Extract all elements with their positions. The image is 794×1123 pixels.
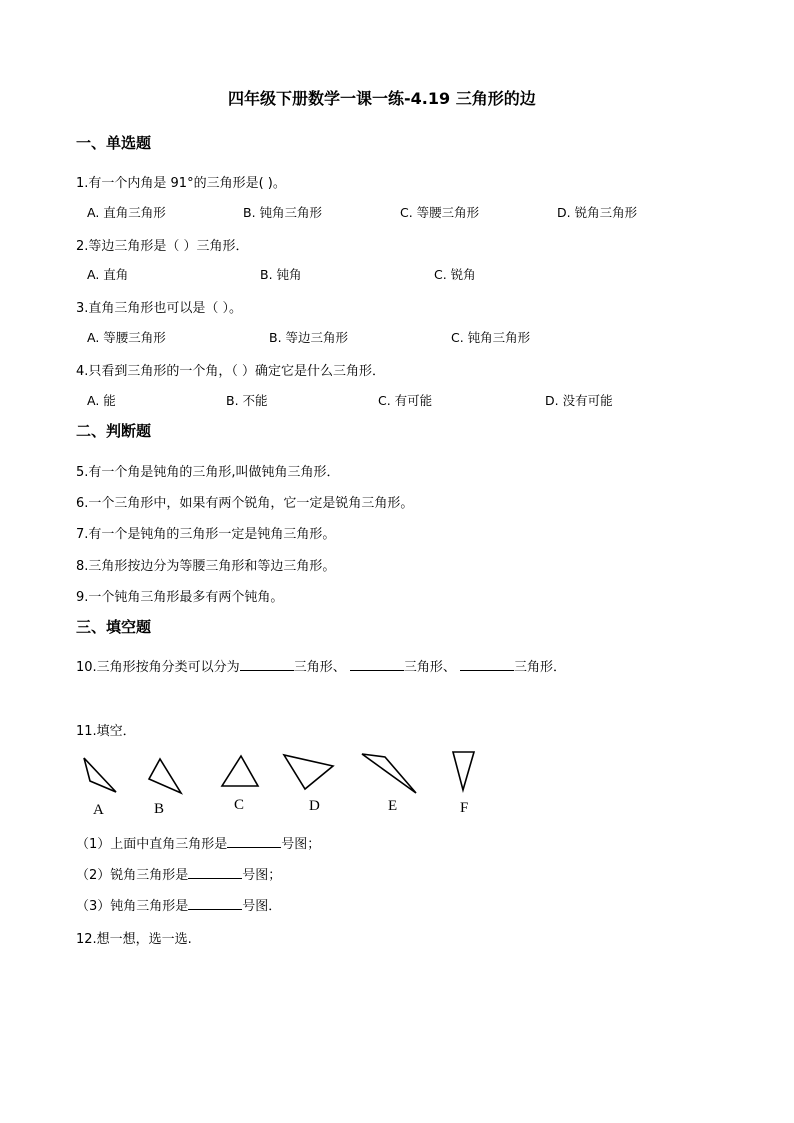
section-heading-single-choice: 一、单选题	[76, 134, 152, 152]
question-7: 7.有一个是钝角的三角形一定是钝角三角形。	[76, 527, 336, 542]
question-11-sub-2	[76, 864, 281, 883]
figure-label-c: C	[234, 797, 245, 813]
figure-label-b: B	[154, 801, 165, 817]
figure-label-e: E	[388, 798, 398, 814]
q1-option-d: D. 锐角三角形	[557, 205, 638, 220]
triangle-d-figure	[284, 755, 333, 789]
q4-option-b: B. 不能	[226, 393, 268, 408]
q3-option-b: B. 等边三角形	[269, 330, 349, 345]
answer-blank[interactable]	[188, 896, 242, 910]
q1-option-c: C. 等腰三角形	[400, 205, 480, 220]
q4-option-a: A. 能	[87, 393, 116, 408]
q3-option-c: C. 钝角三角形	[451, 330, 531, 345]
figure-label-a: A	[93, 802, 104, 818]
question-10-part: 三角形．	[514, 660, 567, 675]
q1-option-a: A. 直角三角形	[87, 205, 166, 220]
sub-question-suffix: 号图；	[242, 868, 282, 883]
page-title: 四年级下册数学一课一练-4.19 三角形的边	[228, 89, 536, 108]
question-6: 6.一个三角形中，如果有两个锐角，它一定是锐角三角形。	[76, 496, 414, 511]
q2-option-a: A. 直角	[87, 267, 129, 282]
q2-option-c: C. 锐角	[434, 267, 476, 282]
q4-option-c: C. 有可能	[378, 393, 433, 408]
figure-label-f: F	[460, 800, 469, 816]
question-9: 9.一个钝角三角形最多有两个钝角。	[76, 590, 284, 605]
question-2: 2.等边三角形是（ ）三角形．	[76, 239, 249, 254]
question-1: 1.有一个内角是 91°的三角形是( )。	[76, 176, 286, 191]
q1-option-b: B. 钝角三角形	[243, 205, 323, 220]
section-heading-fill-in: 三、填空题	[76, 618, 152, 636]
q4-option-d: D. 没有可能	[545, 393, 613, 408]
question-8: 8.三角形按边分为等腰三角形和等边三角形。	[76, 559, 336, 574]
question-10-part: 三角形、	[293, 660, 346, 675]
answer-blank[interactable]	[227, 834, 281, 848]
question-11-sub-3	[76, 895, 281, 914]
question-5: 5.有一个角是钝角的三角形,叫做钝角三角形．	[76, 465, 340, 480]
sub-question-suffix: 号图；	[281, 837, 321, 852]
sub-question-text: （1）上面中直角三角形是	[76, 837, 228, 852]
question-3: 3.直角三角形也可以是（ ）。	[76, 301, 243, 316]
sub-question-text: （3）钝角三角形是	[76, 899, 189, 914]
answer-blank[interactable]	[188, 865, 242, 879]
question-11-sub-1	[76, 833, 320, 852]
sub-question-suffix: 号图．	[242, 899, 282, 914]
triangle-a-figure	[84, 758, 116, 792]
triangle-e-figure	[362, 754, 416, 793]
triangle-b-figure	[149, 759, 181, 793]
question-11: 11.填空．	[76, 724, 136, 739]
question-4: 4.只看到三角形的一个角，（ ）确定它是什么三角形．	[76, 364, 386, 379]
question-10-part: 三角形、	[403, 660, 456, 675]
figure-label-d: D	[309, 798, 320, 814]
triangle-c-figure	[222, 756, 258, 786]
triangle-f-figure	[453, 752, 474, 790]
q2-option-b: B. 钝角	[260, 267, 302, 282]
sub-question-text: （2）锐角三角形是	[76, 868, 189, 883]
question-12: 12.想一想，选一选.	[76, 932, 192, 947]
section-heading-true-false: 二、判断题	[76, 422, 152, 440]
q3-option-a: A. 等腰三角形	[87, 330, 166, 345]
question-10-prefix: 10.三角形按角分类可以分为	[76, 660, 240, 675]
